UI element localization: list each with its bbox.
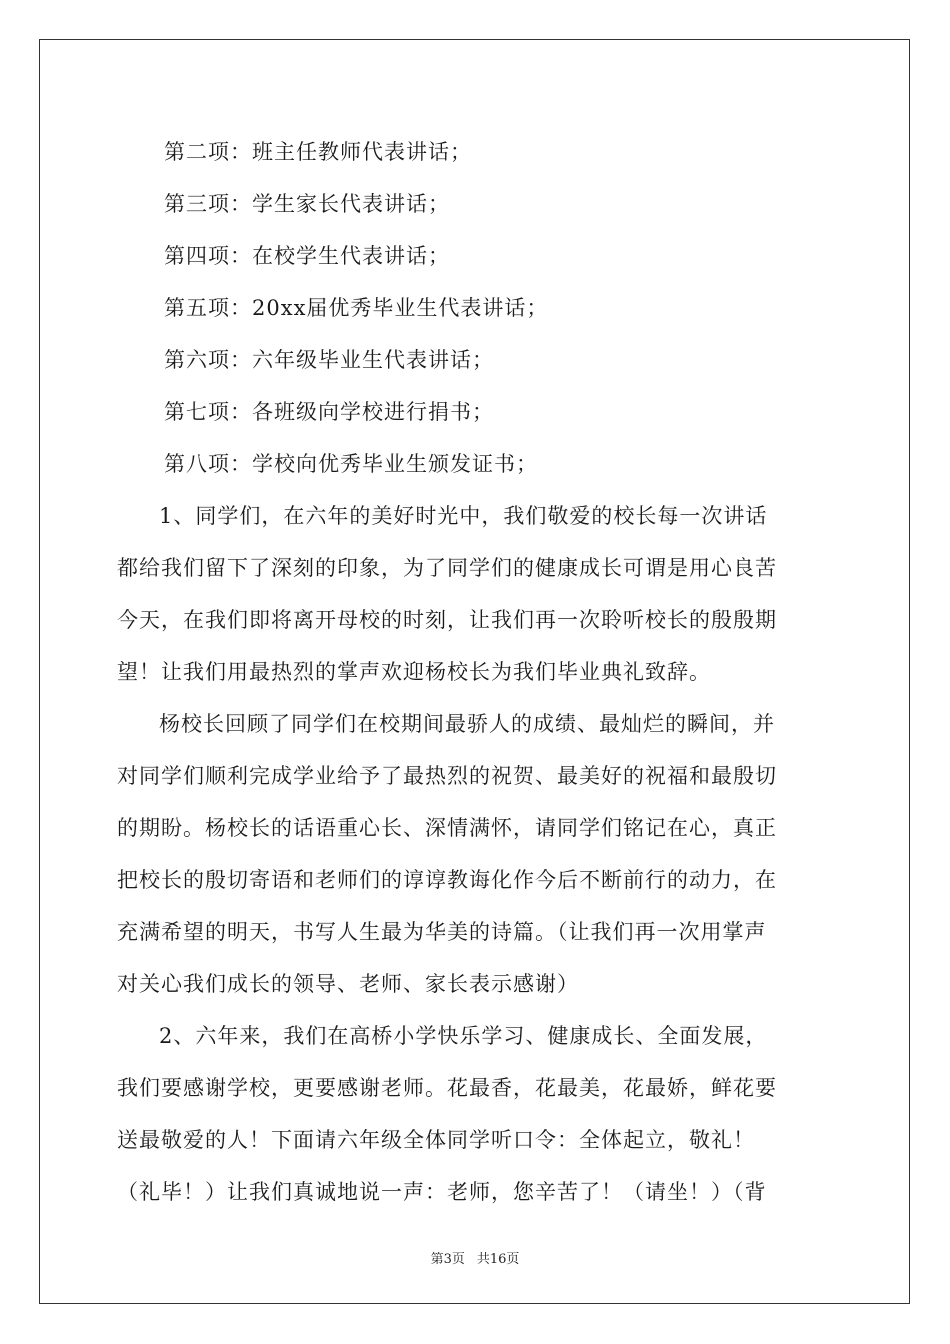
page-number-total: 共16页 bbox=[476, 1252, 520, 1267]
paragraph-line: 把校长的殷切寄语和老师们的谆谆教诲化作今后不断前行的动力，在 bbox=[117, 868, 777, 892]
paragraph-principal-review bbox=[117, 698, 833, 1010]
paragraph-line: 对关心我们成长的领导、老师、家长表示感谢） bbox=[117, 972, 579, 996]
paragraph-thank-teachers bbox=[117, 1010, 833, 1218]
agenda-item: 第五项：20xx届优秀毕业生代表讲话； bbox=[164, 296, 549, 320]
paragraph-line: 望！让我们用最热烈的掌声欢迎杨校长为我们毕业典礼致辞。 bbox=[117, 660, 711, 684]
agenda-item: 第三项：学生家长代表讲话； bbox=[164, 192, 450, 216]
paragraph-principal-speech bbox=[117, 490, 833, 698]
agenda-item: 第八项：学校向优秀毕业生颁发证书； bbox=[164, 452, 538, 476]
paragraph-line: （礼毕！）让我们真诚地说一声：老师，您辛苦了！（请坐！）（背 bbox=[117, 1180, 767, 1204]
paragraph-line: 我们要感谢学校，更要感谢老师。花最香，花最美，花最娇，鲜花要 bbox=[117, 1076, 777, 1100]
agenda-item: 第七项：各班级向学校进行捐书； bbox=[164, 400, 494, 424]
paragraph-line: 的期盼。杨校长的话语重心长、深情满怀，请同学们铭记在心，真正 bbox=[117, 816, 777, 840]
paragraph-line: 今天，在我们即将离开母校的时刻，让我们再一次聆听校长的殷殷期 bbox=[117, 608, 777, 632]
page-footer bbox=[0, 1248, 950, 1267]
paragraph-line: 对同学们顺利完成学业给予了最热烈的祝贺、最美好的祝福和最殷切 bbox=[117, 764, 777, 788]
paragraph-line: 2、六年来，我们在高桥小学快乐学习、健康成长、全面发展， bbox=[159, 1024, 768, 1048]
paragraph-line: 送最敬爱的人！下面请六年级全体同学听口令：全体起立，敬礼！ bbox=[117, 1128, 755, 1152]
paragraph-line: 杨校长回顾了同学们在校期间最骄人的成绩、最灿烂的瞬间，并 bbox=[159, 712, 775, 736]
paragraph-line: 都给我们留下了深刻的印象，为了同学们的健康成长可谓是用心良苦 bbox=[117, 556, 777, 580]
document-body bbox=[117, 126, 833, 1218]
paragraph-line: 1、同学们，在六年的美好时光中，我们敬爱的校长每一次讲话 bbox=[159, 504, 768, 528]
agenda-item: 第四项：在校学生代表讲话； bbox=[164, 244, 450, 268]
agenda-item: 第六项：六年级毕业生代表讲话； bbox=[164, 348, 494, 372]
agenda-item: 第二项：班主任教师代表讲话； bbox=[164, 140, 472, 164]
paragraph-line: 充满希望的明天，书写人生最为华美的诗篇。（让我们再一次用掌声 bbox=[117, 920, 767, 944]
page-number-current: 第3页 bbox=[430, 1252, 465, 1267]
